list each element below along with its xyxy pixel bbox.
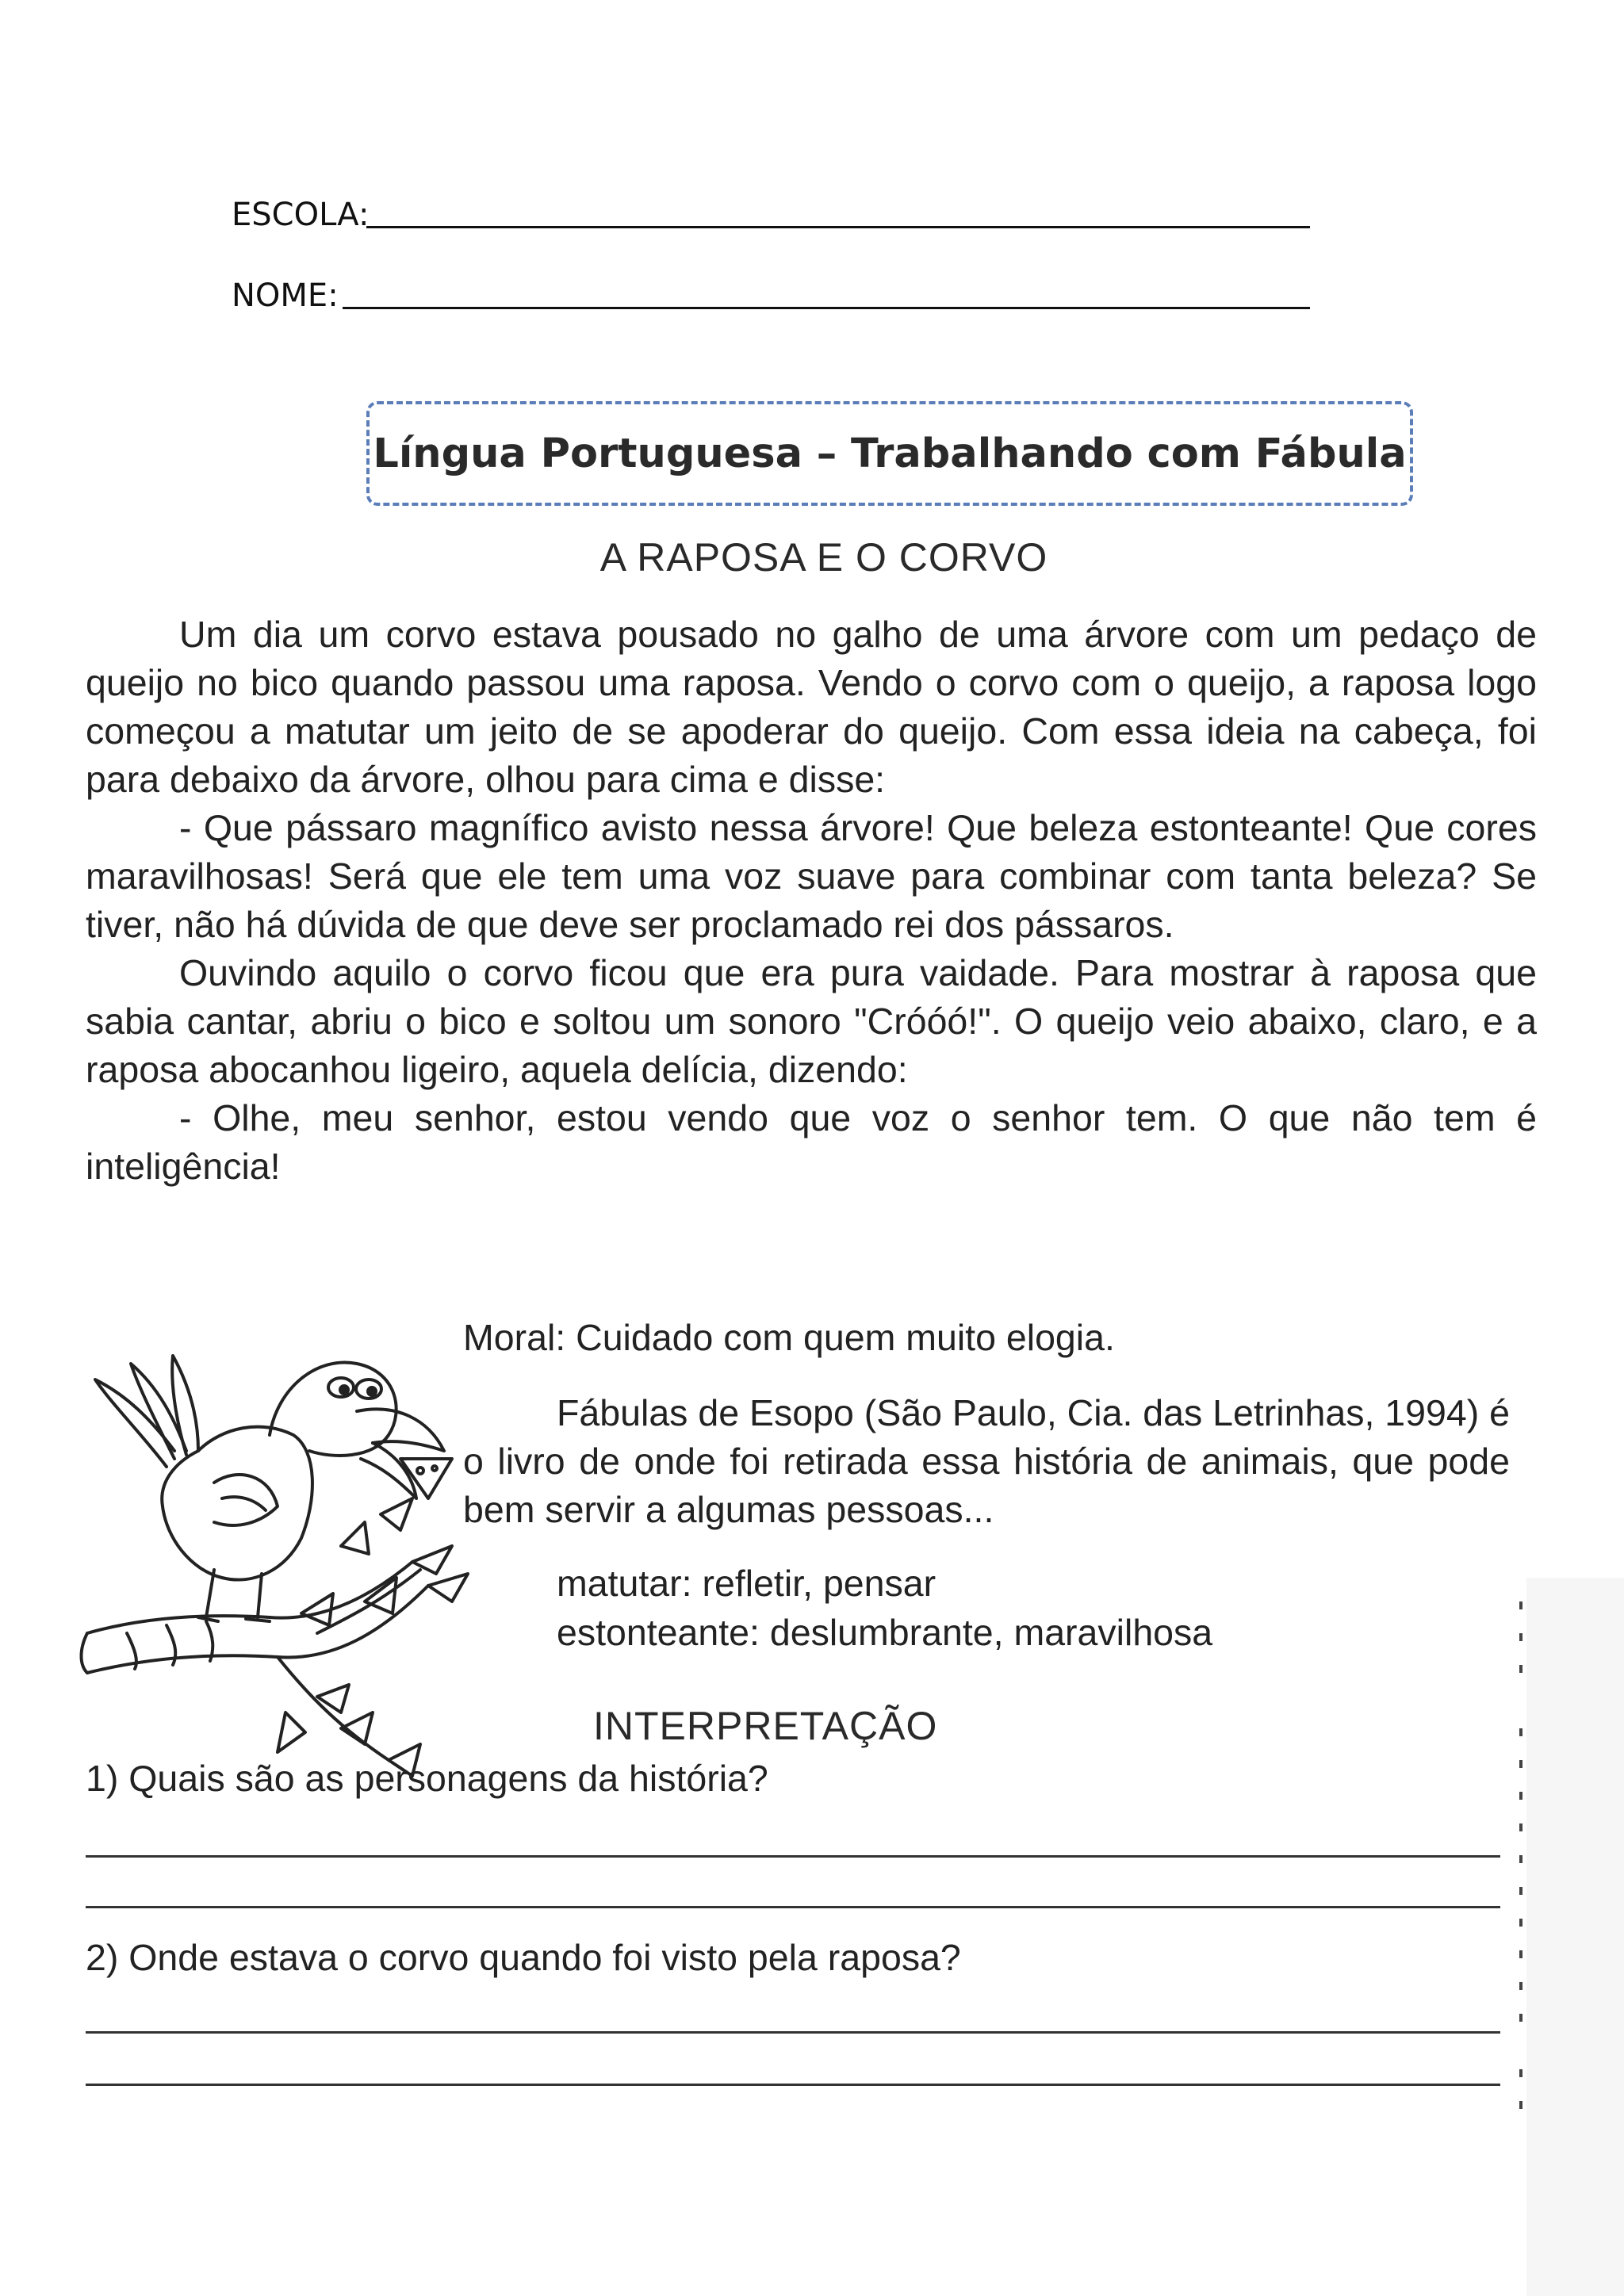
scan-edge-shade bbox=[1526, 1578, 1624, 2296]
story-paragraph: - Que pássaro magnífico avisto nessa árvore! Que beleza estonteante! Que cores maravilhosas! Será que ele tem uma voz suave para combinar com tanta beleza? Se tiver, não há dúvida de que deve ser proclamado rei dos pássaros. bbox=[86, 807, 1537, 945]
answer-line[interactable] bbox=[86, 2084, 1500, 2086]
answer-line[interactable] bbox=[86, 1906, 1500, 1908]
school-label: ESCOLA: bbox=[232, 197, 370, 233]
story-title: A RAPOSA E O CORVO bbox=[599, 535, 1048, 580]
school-fill-line bbox=[366, 226, 1310, 228]
answer-line[interactable] bbox=[86, 1855, 1500, 1858]
question-2: 2) Onde estava o corvo quando foi visto pela raposa? bbox=[86, 1937, 961, 1978]
story-paragraph: Um dia um corvo estava pousado no galho de uma árvore com um pedaço de queijo no bico quando passou uma raposa. Vendo o corvo com o queijo, a raposa logo começou a matutar um jeito de se apoderar do queijo. Com essa ideia na cabeça, foi para debaixo da árvore, olhou para cima e disse: bbox=[86, 614, 1537, 800]
subject-banner bbox=[366, 401, 1413, 506]
name-fill-line bbox=[343, 307, 1310, 309]
name-label: NOME: bbox=[232, 277, 339, 314]
scan-edge-marks bbox=[1519, 1594, 1530, 2117]
story-moral: Moral: Cuidado com quem muito elogia. bbox=[463, 1317, 1115, 1358]
name-field bbox=[232, 277, 339, 314]
glossary-item: estonteante: deslumbrante, maravilhosa bbox=[557, 1612, 1213, 1653]
crow-illustration bbox=[79, 1300, 492, 1784]
question-1: 1) Quais são as personagens da história? bbox=[86, 1758, 768, 1799]
story-text bbox=[86, 610, 1537, 1191]
answer-line[interactable] bbox=[86, 2031, 1500, 2034]
school-field bbox=[232, 197, 369, 233]
banner-title: Língua Portuguesa – Trabalhando com Fábula bbox=[373, 430, 1407, 477]
interpretation-title: INTERPRETAÇÃO bbox=[593, 1704, 938, 1748]
glossary bbox=[557, 1559, 1212, 1657]
story-paragraph: - Olhe, meu senhor, estou vendo que voz o senhor tem. O que não tem é inteligência! bbox=[86, 1097, 1537, 1187]
source-note: Fábulas de Esopo (São Paulo, Cia. das Letrinhas, 1994) é o livro de onde foi retirada essa história de animais, que pode bem servir a algumas pessoas... bbox=[463, 1392, 1511, 1530]
glossary-item: matutar: refletir, pensar bbox=[557, 1563, 936, 1604]
story-paragraph: Ouvindo aquilo o corvo ficou que era pura vaidade. Para mostrar à raposa que sabia cantar, abriu o bico e soltou um sonoro "Cróóó!". O queijo veio abaixo, claro, e a raposa abocanhou ligeiro, aquela delícia, dizendo: bbox=[86, 952, 1537, 1090]
